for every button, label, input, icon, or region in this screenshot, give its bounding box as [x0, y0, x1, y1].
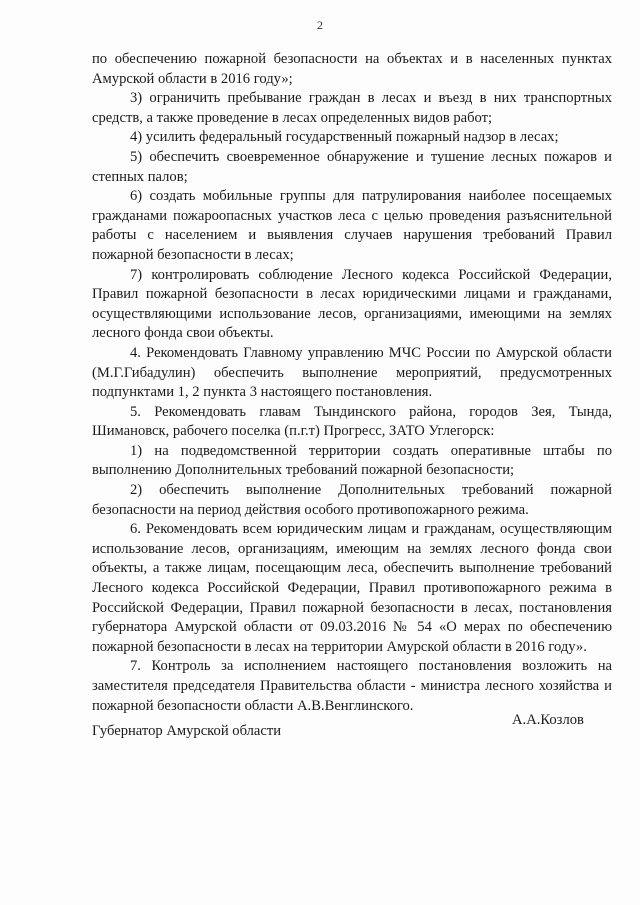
paragraph: 3) ограничить пребывание граждан в лесах и въезд в них транспортных средств, а также проведение в лесах определенных видов работ; [92, 90, 612, 126]
paragraph: 1) на подведомственной территории создать оперативные штабы по выполнению Дополнительных требований пожарной безопасности; [92, 442, 612, 479]
signatory-name: А.А.Козлов [512, 712, 584, 728]
paragraph: 5) обеспечить своевременное обнаружение и тушение лесных пожаров и степных палов; [92, 148, 612, 185]
signatory-position: Губернатор Амурской области [92, 723, 282, 739]
paragraph: 6. Рекомендовать всем юридическим лицам и гражданам, осуществляющим использование лесов, организациям, имеющим на землях лесного фонда свои объекты, а также лицам, посещающим леса, обеспечить выполнение требований Лесного кодекса Российской Федерации, Правил противопожарного режима в Российской Федерации, Правил пожарной безопасности в лесах, постановления губернатора Амурской области от 09.03.2016 № 54 «О мерах по обеспечению пожарной безопасности в лесах на территории Амурской области в 2016 году». [92, 521, 612, 655]
paragraph: 4. Рекомендовать Главному управлению МЧС России по Амурской области (М.Г.Гибадулин) обеспечить выполнение мероприятий, предусмотренных подпунктами 1, 2 пункта 3 настоящего постановления. [92, 344, 612, 401]
page-number: 2 [317, 18, 323, 32]
document-body [92, 50, 612, 716]
paragraph: 6) создать мобильные группы для патрулирования наиболее посещаемых гражданами пожароопасных участков леса с целью проведения разъяснительной работы с населением и выявления случаев нарушения требований Правил пожарной безопасности в лесах; [92, 188, 612, 263]
paragraph: 4) усилить федеральный государственный пожарный надзор в лесах; [130, 129, 559, 146]
paragraph: 2) обеспечить выполнение Дополнительных требований пожарной безопасности на период действия особого противопожарного режима. [92, 482, 612, 518]
paragraph: 5. Рекомендовать главам Тындинского района, городов Зея, Тында, Шимановск, рабочего поселка (п.г.т) Прогресс, ЗАТО Углегорск: [92, 403, 612, 440]
paragraph: 7) контролировать соблюдение Лесного кодекса Российской Федерации, Правил пожарной безопасности в лесах юридическими лицами и гражданами, осуществляющими использование лесов, организациями, имеющими на землях лесного фонда свои объекты. [92, 266, 612, 342]
paragraph: 7. Контроль за исполнением настоящего постановления возложить на заместителя председателя Правительства области - министра лесного хозяйства и пожарной безопасности области А.В.Венглинского. [92, 658, 612, 714]
paragraph: по обеспечению пожарной безопасности на объектах и в населенных пунктах Амурской области в 2016 году»; [92, 51, 612, 87]
